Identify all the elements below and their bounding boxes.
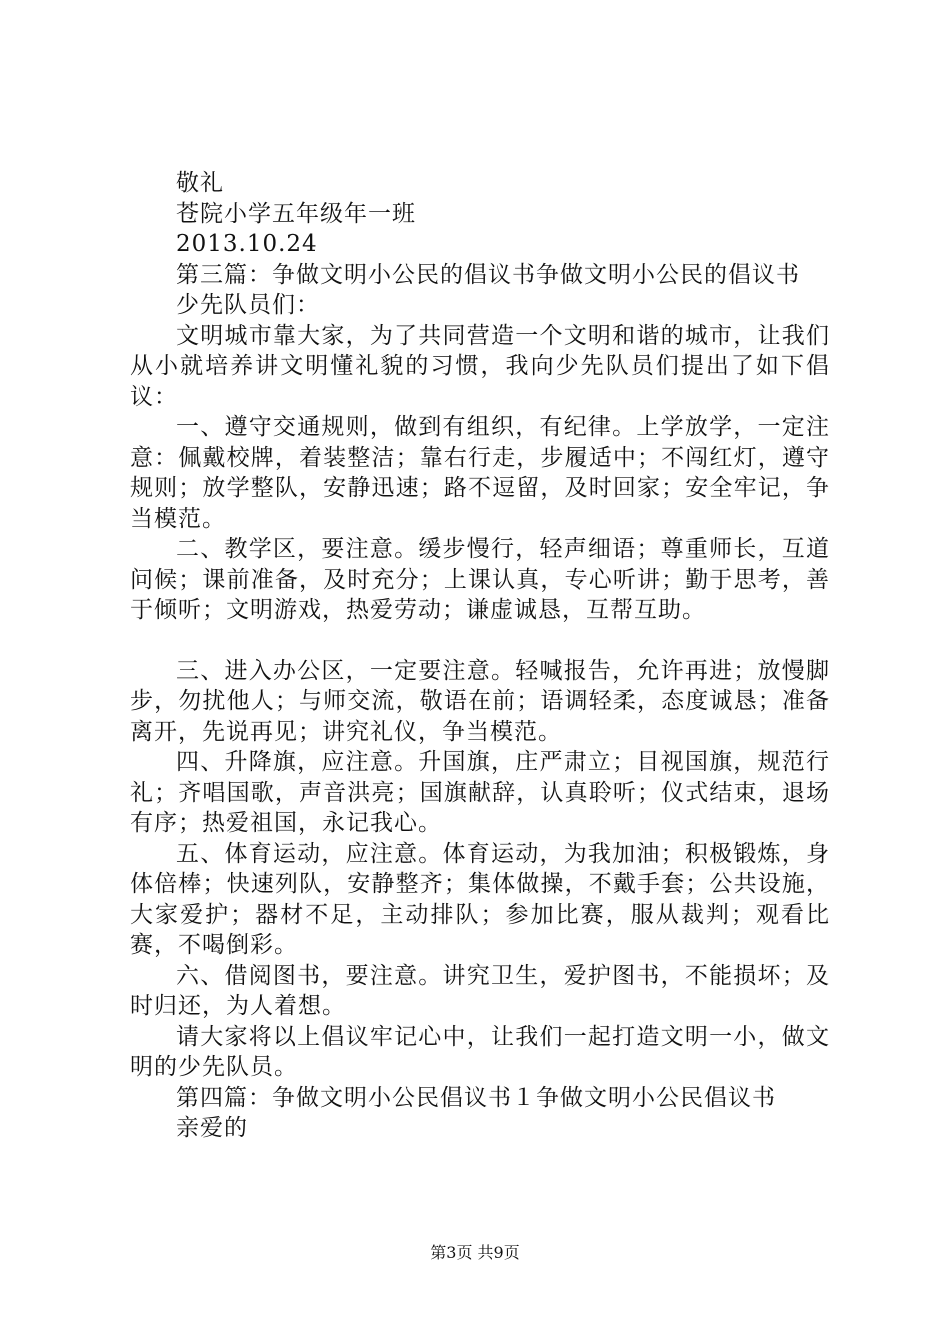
signature-date: 2013.10.24 <box>176 231 318 257</box>
greeting: 少先队员们： <box>176 292 320 318</box>
paragraph-item-3: 三、进入办公区，一定要注意。轻喊报告，允许再进；放慢脚步，勿扰他人；与师交流，敬语在前；语调轻柔，态度诚恳；准备离开，先说再见；讲究礼仪，争当模范。 <box>130 657 830 745</box>
paragraph-intro: 文明城市靠大家，为了共同营造一个文明和谐的城市，让我们从小就培养讲文明懂礼貌的习惯，我向少先队员们提出了如下倡议： <box>130 322 830 410</box>
greeting-partial: 亲爱的 <box>176 1115 248 1141</box>
paragraph-item-1: 一、遵守交通规则，做到有组织，有纪律。上学放学，一定注意：佩戴校牌，着装整洁；靠右行走，步履适中；不闯红灯，遵守规则；放学整队，安静迅速；路不逗留，及时回家；安全牢记，争当模范。 <box>130 414 830 532</box>
section-heading-3: 第三篇：争做文明小公民的倡议书争做文明小公民的倡议书 <box>176 261 800 288</box>
signature-class: 苍院小学五年级年一班 <box>176 200 416 227</box>
paragraph-closing: 请大家将以上倡议牢记心中，让我们一起打造文明一小，做文明的少先队员。 <box>130 1023 830 1080</box>
paragraph-item-2: 二、教学区，要注意。缓步慢行，轻声细语；尊重师长，互道问候；课前准备，及时充分；上课认真，专心听讲；勤于思考，善于倾听；文明游戏，热爱劳动；谦虚诚恳，互帮互助。 <box>130 536 830 623</box>
section-heading-4: 第四篇：争做文明小公民倡议书１争做文明小公民倡议书 <box>176 1084 776 1111</box>
document-body <box>130 168 830 1144</box>
page-number: 第3页 共9页 <box>430 1243 520 1262</box>
paragraph-item-4: 四、升降旗，应注意。升国旗，庄严肃立；目视国旗，规范行礼；齐唱国歌，声音洪亮；国旗献辞，认真聆听；仪式结束，退场有序；热爱祖国，永记我心。 <box>130 749 830 836</box>
paragraph-item-6: 六、借阅图书，要注意。讲究卫生，爱护图书，不能损坏；及时归还，为人着想。 <box>130 962 830 1019</box>
closing-salutation: 敬礼 <box>176 170 224 196</box>
paragraph-item-5: 五、体育运动，应注意。体育运动，为我加油；积极锻炼，身体倍棒；快速列队，安静整齐；集体做操，不戴手套；公共设施，大家爱护；器材不足，主动排队；参加比赛，服从裁判；观看比赛，不喝倒彩。 <box>130 840 830 958</box>
